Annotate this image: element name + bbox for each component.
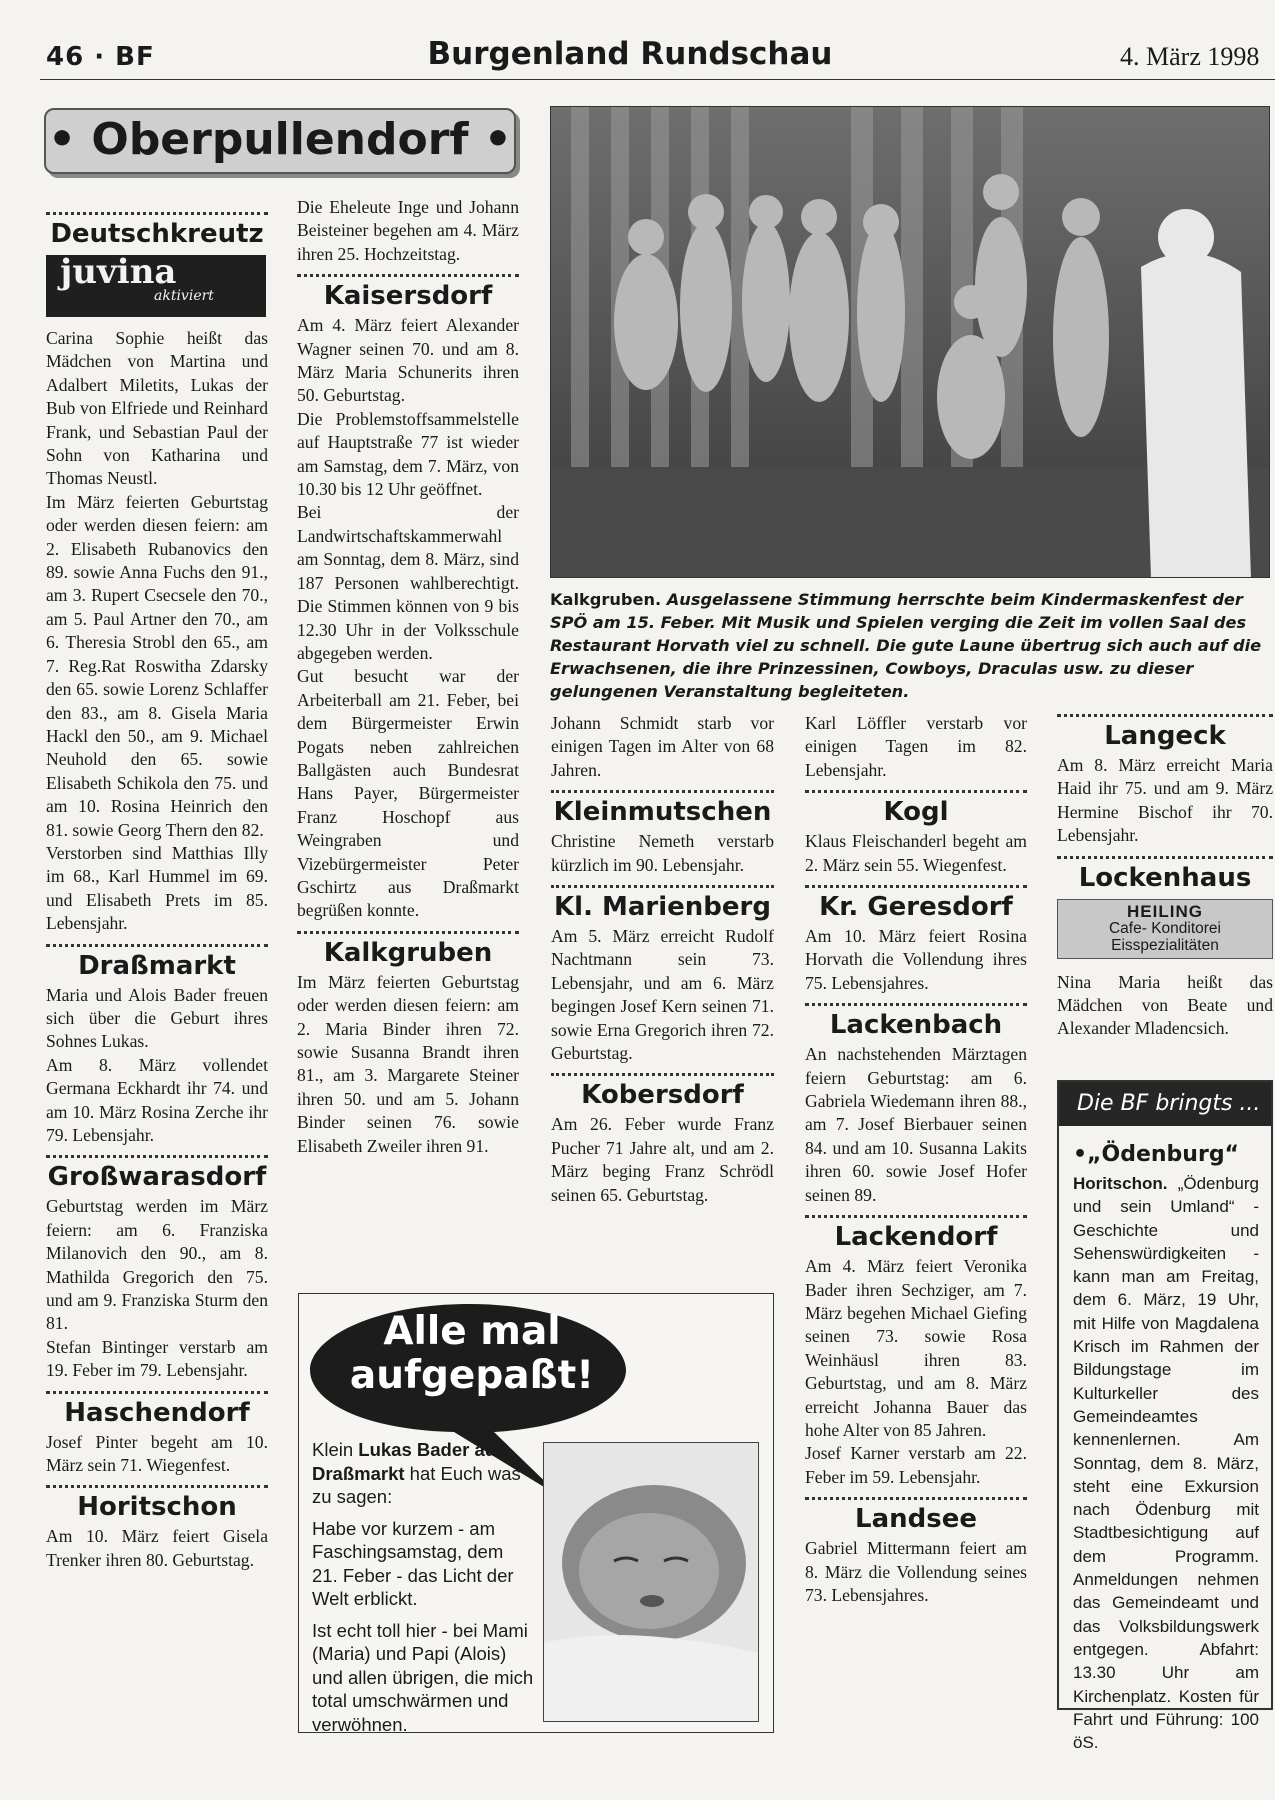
divider: [551, 1073, 774, 1076]
heiling-ad: [1057, 899, 1273, 959]
heading-deutschkreutz: Deutschkreutz: [50, 219, 264, 249]
paragraph: Klaus Fleischanderl begeht am 2. März sein 55. Wiegenfest.: [805, 831, 1027, 875]
heading-landsee: Landsee: [855, 1504, 977, 1535]
heading-kaisersdorf: Kaisersdorf: [323, 281, 493, 312]
paragraph: Josef Karner verstarb am 22. Feber im 59. Lebensjahr.: [805, 1443, 1027, 1487]
divider: [46, 1485, 268, 1488]
heading-grosswarasdorf: Großwarasdorf: [47, 1162, 267, 1193]
intro-text-end: hat Euch was zu sagen:: [312, 1462, 521, 1507]
logo-name: juvina: [60, 252, 177, 292]
divider: [805, 1497, 1027, 1500]
ad-line: Eisspezialitäten: [1111, 936, 1219, 954]
heading-kogl: Kogl: [883, 797, 949, 828]
paragraph: Im März feierten Geburtstag oder werden diesen feiern: am 2. Elisabeth Rubanovics den 89. sowie Anna Fuchs den 91., am 3. Rupert Csecsele den 70., am 5. Paul Artner den 70., am 6. Theresia Strobl den 65., am 7. Reg.Rat Roswitha Zdarsky den 65. sowie Lorenz Schlaffer den 83., am 8. Gisela Maria Hackl den 50., am 9. Michael Neuhold den 65. sowie Elisabeth Schikola den 75. und am 10. Rosina Heinrich den 81. sowie Georg Thern den 82.: [46, 491, 268, 840]
newspaper-title: Burgenland Rundschau: [427, 36, 833, 72]
announcement-intro: [312, 1438, 534, 1509]
ad-line: Cafe- Konditorei: [1108, 919, 1221, 937]
paragraph: Die Eheleute Inge und Johann Beisteiner begehen am 4. März ihren 25. Hochzeitstag.: [297, 197, 519, 264]
heading-lackenbach: Lackenbach: [829, 1010, 1003, 1041]
paragraph: Im März feierten Geburtstag oder werden diesen feiern: am 2. Maria Binder ihren 72. sowie Susanna Brandt ihren 81., am 3. Margarete Steiner ihren 50. und am 5. Johann Binder seinen 76. sowie Elisabeth Zweiler ihren 91.: [297, 971, 519, 1156]
page-number: 46 · BF: [46, 42, 155, 72]
divider: [805, 790, 1027, 793]
bf-bringts-box: [1057, 1080, 1273, 1753]
paragraph: Stefan Bintinger verstarb am 19. Feber im 79. Lebensjahr.: [46, 1336, 268, 1381]
heading-kobersdorf: Kobersdorf: [581, 1080, 744, 1111]
paragraph: Gabriel Mittermann feiert am 8. März die Vollendung seines 73. Lebensjahres.: [805, 1538, 1027, 1605]
baby-photo: [543, 1442, 759, 1722]
bubble-headline: Alle mal aufgepaßt!: [349, 1309, 595, 1398]
heading-langeck: Langeck: [1104, 721, 1226, 751]
bf-box-title: •„Ödenburg“: [1073, 1142, 1240, 1167]
paragraph: Christine Nemeth verstarb kürzlich im 90. Lebensjahr.: [551, 831, 774, 875]
divider: [551, 790, 774, 793]
divider: [46, 212, 268, 215]
paragraph: Johann Schmidt starb vor einigen Tagen im Alter von 68 Jahren.: [551, 713, 774, 780]
heading-kr-geresdorf: Kr. Geresdorf: [819, 892, 1013, 923]
column-1: [46, 204, 268, 1572]
baby-illustration: [544, 1443, 759, 1722]
column-4: [805, 712, 1027, 1607]
heading-kl-marienberg: Kl. Marienberg: [554, 892, 771, 923]
divider: [46, 1391, 268, 1394]
logo-subtitle: aktiviert: [154, 288, 214, 304]
ad-title: HEILING: [1127, 901, 1203, 921]
paragraph: Am 8. März erreicht Maria Haid ihr 75. und am 9. März Hermine Bischof ihr 70. Lebensjahr.: [1057, 755, 1273, 846]
bf-box-heading: Die BF bringts ...: [1059, 1082, 1271, 1126]
paragraph: Am 8. März vollendet Germana Eckhardt ihr 74. und am 10. März Rosina Zerche ihr 79. Lebensjahr.: [46, 1054, 268, 1145]
paragraph: Am 10. März feiert Rosina Horvath die Vollendung ihres 75. Lebensjahres.: [805, 926, 1027, 993]
divider: [805, 1215, 1027, 1218]
bf-place: Horitschon.: [1073, 1174, 1168, 1193]
divider: [805, 885, 1027, 888]
heading-kleinmutschen: Kleinmutschen: [553, 797, 772, 828]
bf-box-text: [1073, 1172, 1259, 1754]
paragraph: Am 4. März feiert Veronika Bader ihren Sechziger, am 7. März begehen Michael Giefing seinen 73. sowie Rosa Weinhäusl ihren 83. Geburtstag, und am 8. März erreicht Johanna Bauer das hohe Alter von 85 Jahren.: [805, 1256, 1027, 1440]
paragraph: Maria und Alois Bader freuen sich über die Geburt ihres Sohnes Lukas.: [46, 984, 268, 1052]
divider: [46, 944, 268, 947]
paragraph: Am 10. März feiert Gisela Trenker ihren 80. Geburtstag.: [46, 1526, 268, 1570]
issue-date: 4. März 1998: [1120, 42, 1260, 71]
paragraph: Am 26. Feber wurde Franz Pucher 71 Jahre alt, und am 2. März beging Franz Schrödl seinen 65. Geburtstag.: [551, 1114, 774, 1205]
column-5: [1057, 706, 1273, 1041]
paragraph: Ist echt toll hier - bei Mami (Maria) und Papi (Alois) und allen übrigen, die mich total umschwärmen und verwöhnen.: [312, 1619, 534, 1735]
paragraph: Am 4. März feiert Alexander Wagner seinen 70. und am 8. März Maria Schunerits ihren 50. Geburtstag.: [297, 315, 519, 406]
bf-box-body: [1059, 1126, 1271, 1754]
section-banner: • Oberpullendorf •: [44, 108, 516, 174]
caption-text: Ausgelassene Stimmung herrschte beim Kindermaskenfest der SPÖ am 15. Feber. Mit Musik und Spielen verging die Zeit im vollen Saal des Restaurant Horvath viel zu schnell. Die gute Laune übertrug sich auch auf die Erwachsenen, die ihre Prinzessinen, Cowboys, Draculas usw. zu dieser gelungenen Veranstaltung begleiteten.: [550, 590, 1262, 701]
divider: [1057, 714, 1273, 717]
paragraph: Habe vor kurzem - am Faschingsamstag, dem 21. Feber - das Licht der Welt erblickt.: [312, 1517, 514, 1609]
divider: [551, 885, 774, 888]
photo-caption: [550, 588, 1270, 703]
intro-name: Lukas Bader aus Draßmarkt: [312, 1439, 507, 1484]
caption-place: Kalkgruben.: [550, 590, 662, 609]
divider: [297, 274, 519, 277]
paragraph: Am 5. März erreicht Rudolf Nachtmann sein 73. Lebensjahr, und am 6. März begingen Josef Kern seinen 71. sowie Erna Gregorich ihren 72. Geburtstag.: [551, 926, 774, 1064]
paragraph: Carina Sophie heißt das Mädchen von Martina und Adalbert Miletits, Lukas der Bub von Elfriede und Reinhard Frank, und Sebastian Paul der Sohn von Katharina und Thomas Neustl.: [46, 328, 268, 489]
divider: [46, 1155, 268, 1158]
photo-illustration: [551, 107, 1270, 578]
paragraph: Verstorben sind Matthias Illy im 68., Karl Hummel im 69. und Elisabeth Prets im 85. Lebensjahr.: [46, 842, 268, 934]
paragraph: Josef Pinter begeht am 10. März sein 71. Wiegenfest.: [46, 1431, 268, 1476]
column-3: [551, 712, 774, 1207]
column-2: [297, 196, 519, 1158]
heading-lockenhaus: Lockenhaus: [1078, 862, 1252, 893]
heading-horitschon: Horitschon: [77, 1492, 237, 1523]
heading-lackendorf: Lackendorf: [834, 1222, 998, 1253]
juvina-logo: [46, 252, 266, 317]
paragraph: Nina Maria heißt das Mädchen von Beate und Alexander Mladencsich.: [1057, 971, 1273, 1039]
divider: [297, 931, 519, 934]
intro-text: Klein: [312, 1439, 359, 1460]
paragraph: Bei der Landwirtschaftskammerwahl am Sonntag, dem 8. März, sind 187 Personen wahlberechtigt. Die Stimmen können von 9 bis 12.30 Uhr in der Volksschule abgegeben werden.: [297, 502, 519, 663]
paragraph: Gut besucht war der Arbeiterball am 21. Feber, bei dem Bürgermeister Erwin Pogats neben zahlreichen Ballgästen auch Bundesrat Hans Payer, Bürgermeister Franz Hoschopf aus Weingraben und Vizebürgermeister Peter Gschirtz aus Draßmarkt begrüßen konnte.: [297, 666, 519, 921]
heading-kalkgruben: Kalkgruben: [323, 937, 493, 968]
announcement-text: [312, 1438, 534, 1744]
divider: [805, 1003, 1027, 1006]
paragraph: An nachstehenden Märztagen feiern Geburtstag: am 6. Gabriela Wiedemann ihren 88., am 7. Josef Bierbauer seinen 84. und am 10. Susanna Lakits ihren 60. sowie Josef Hofer seinen 89.: [805, 1044, 1027, 1205]
paragraph: Geburtstag werden im März feiern: am 6. Franziska Milanovich den 90., am 8. Mathilda Gregorich den 75. und am 9. Franziska Sturm den 81.: [46, 1196, 268, 1334]
bf-text: „Ödenburg und sein Umland“ - Geschichte und Sehenswürdigkeiten - kann man am Freitag, dem 6. März, 19 Uhr, mit Hilfe von Magdalena Krisch im Rahmen der Bildungstage im Kulturkeller des Gemeindeamtes kennenlernen. Am Sonntag, dem 8. März, steht eine Exkursion nach Ödenburg mit Stadtbesichtigung auf dem Programm. Anmeldungen nehmen das Gemeindeamt und das Volksbildungswerk entgegen. Abfahrt: 13.30 Uhr am Kirchenplatz. Kosten für Fahrt und Führung: 100 öS.: [1073, 1174, 1259, 1753]
divider: [1057, 856, 1273, 859]
paragraph: Die Problemstoffsammelstelle auf Hauptstraße 77 ist wieder am Samstag, dem 7. März, von 10.30 bis 12 Uhr geöffnet.: [297, 408, 519, 500]
heading-haschendorf: Haschendorf: [64, 1397, 250, 1428]
heading-drassmarkt: Draßmarkt: [78, 950, 236, 981]
kindermaskenfest-photo: [550, 106, 1270, 578]
paragraph: Karl Löffler verstarb vor einigen Tagen im 82. Lebensjahr.: [805, 713, 1027, 780]
